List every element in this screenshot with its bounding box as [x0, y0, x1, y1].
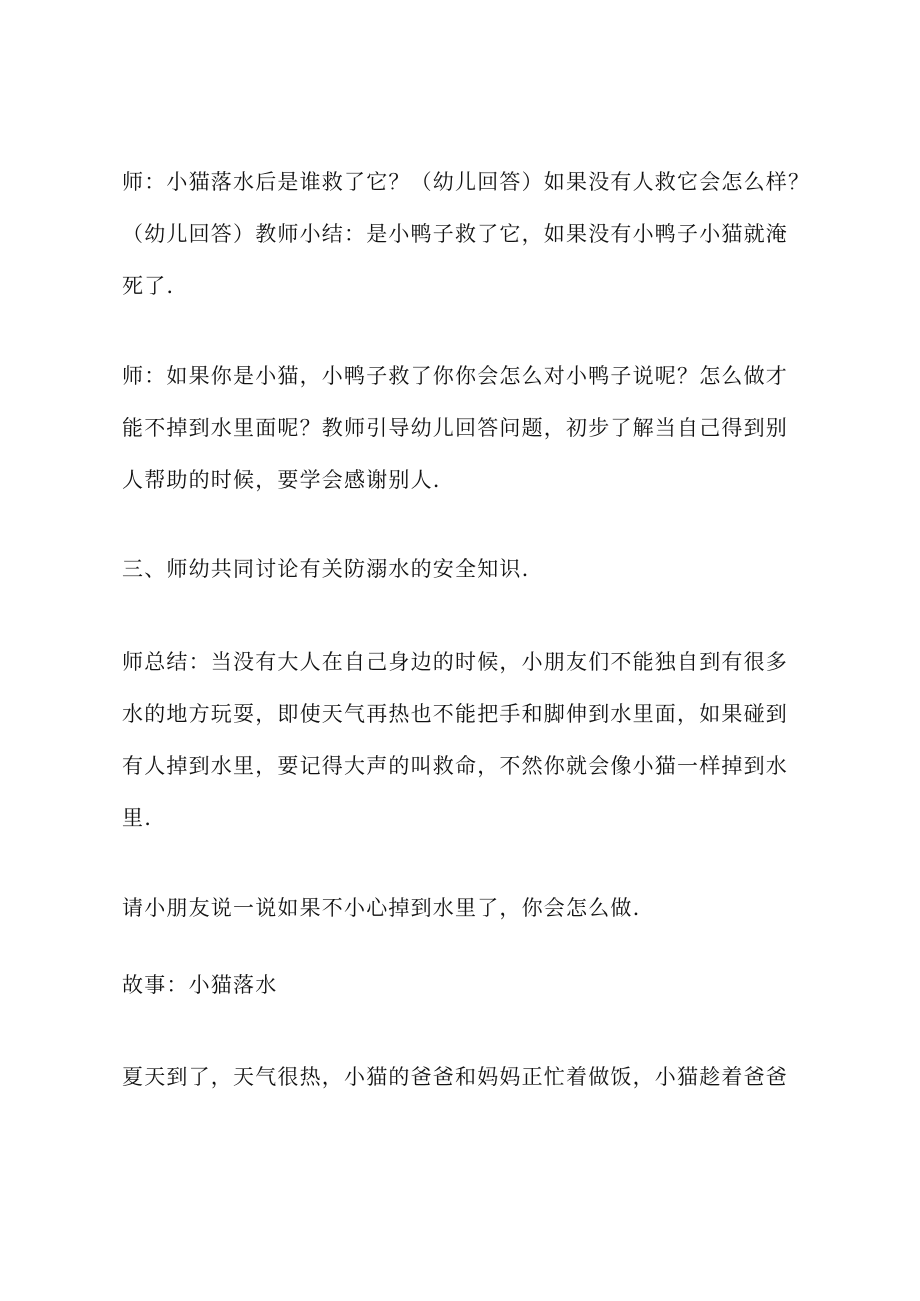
- text-line: 故事：小猫落水: [122, 973, 278, 997]
- text-line: （幼儿回答）教师小结：是小鸭子救了它，如果没有小鸭子小猫就淹: [122, 222, 788, 246]
- paragraph-rescue-question: [122, 156, 842, 312]
- text-line: 夏天到了，天气很热，小猫的爸爸和妈妈正忙着做饭，小猫趁着爸爸: [122, 1065, 788, 1089]
- text-line: 三、师幼共同讨论有关防溺水的安全知识.: [122, 557, 530, 581]
- text-line: 能不掉到水里面呢？教师引导幼儿回答问题，初步了解当自己得到别: [122, 416, 788, 440]
- paragraph-story-start: [122, 1051, 842, 1103]
- section-heading-safety: [122, 543, 842, 595]
- paragraph-children-discuss: [122, 882, 842, 934]
- text-line: 水的地方玩耍，即使天气再热也不能把手和脚伸到水里面，如果碰到: [122, 702, 788, 726]
- text-line: 有人掉到水里，要记得大声的叫救命，不然你就会像小猫一样掉到水: [122, 754, 788, 778]
- text-line: 师总结：当没有大人在自己身边的时候，小朋友们不能独自到有很多: [122, 650, 788, 674]
- story-title: [122, 959, 842, 1011]
- text-line: 死了.: [122, 274, 175, 298]
- text-line: 请小朋友说一说如果不小心掉到水里了，你会怎么做.: [122, 896, 641, 920]
- text-line: 人帮助的时候，要学会感谢别人.: [122, 468, 441, 492]
- text-line: 师：如果你是小猫，小鸭子救了你你会怎么对小鸭子说呢？怎么做才: [122, 364, 788, 388]
- text-line: 师：小猫落水后是谁救了它？（幼儿回答）如果没有人救它会怎么样？: [122, 170, 811, 194]
- text-line: 里.: [122, 806, 153, 830]
- paragraph-teacher-summary: [122, 636, 842, 844]
- paragraph-thank-question: [122, 350, 842, 506]
